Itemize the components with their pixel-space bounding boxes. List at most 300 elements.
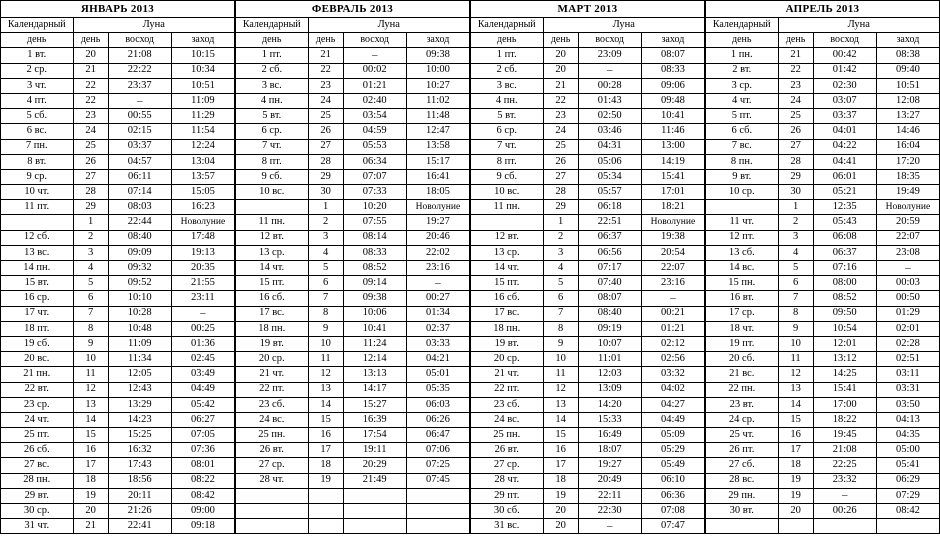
cell-calendar-day: 4 пн. xyxy=(236,93,309,108)
cell-luna-day: 6 xyxy=(778,276,813,291)
cell-luna-day: 21 xyxy=(73,519,108,534)
cell-moonrise: 19:11 xyxy=(343,443,406,458)
cell-empty xyxy=(778,519,813,534)
cell-calendar-day: 25 пт. xyxy=(1,428,74,443)
cell-moonset: 06:29 xyxy=(876,473,939,488)
cell-moonrise: 07:33 xyxy=(343,185,406,200)
table-row xyxy=(1,169,235,184)
cell-moonset: 05:35 xyxy=(406,382,469,397)
cell-calendar-day: 31 вс. xyxy=(471,519,544,534)
cell-moonrise: 03:46 xyxy=(578,124,641,139)
cell-luna-day: 28 xyxy=(543,185,578,200)
cell-moonrise: 18:22 xyxy=(813,412,876,427)
cell-luna-day: 3 xyxy=(543,245,578,260)
cell-calendar-day: 7 чт. xyxy=(471,139,544,154)
table-row xyxy=(236,139,470,154)
cell-luna-day: 28 xyxy=(778,154,813,169)
cell-moonset: 08:33 xyxy=(641,63,704,78)
cell-luna-day: 29 xyxy=(543,200,578,215)
cell-luna-day: 27 xyxy=(778,139,813,154)
cell-moonrise: 12:05 xyxy=(108,367,171,382)
table-row xyxy=(1,78,235,93)
table-row xyxy=(471,185,705,200)
table-row xyxy=(236,306,470,321)
header-sunrise: восход xyxy=(578,33,641,48)
cell-moonset: 20:54 xyxy=(641,245,704,260)
table-row xyxy=(236,473,470,488)
cell-moonset: 17:48 xyxy=(171,230,234,245)
table-row xyxy=(471,382,705,397)
cell-calendar-day: 9 сб. xyxy=(471,169,544,184)
table-row xyxy=(471,245,705,260)
cell-moonrise: 22:44 xyxy=(108,215,171,230)
header-sunrise: восход xyxy=(108,33,171,48)
cell-calendar-day: 26 пт. xyxy=(706,443,779,458)
cell-moonrise: 04:01 xyxy=(813,124,876,139)
table-row xyxy=(471,63,705,78)
cell-moonrise: 05:21 xyxy=(813,185,876,200)
cell-calendar-day: 2 вт. xyxy=(706,63,779,78)
cell-moonset: 18:05 xyxy=(406,185,469,200)
cell-moonset: 05:41 xyxy=(876,458,939,473)
table-row xyxy=(471,352,705,367)
cell-luna-day: 14 xyxy=(778,397,813,412)
table-row xyxy=(1,261,235,276)
cell-calendar-day: 18 чт. xyxy=(706,321,779,336)
cell-luna-day: 7 xyxy=(543,306,578,321)
month-title: ЯНВАРЬ 2013 xyxy=(1,1,235,18)
cell-moonset: 16:23 xyxy=(171,200,234,215)
header-luna-day: день xyxy=(73,33,108,48)
table-row xyxy=(706,352,940,367)
table-row xyxy=(471,504,705,519)
cell-moonset: 17:20 xyxy=(876,154,939,169)
header-calendar-day: Календарный xyxy=(706,18,779,33)
table-row xyxy=(471,215,705,230)
cell-luna-day: 7 xyxy=(73,306,108,321)
cell-moonrise: 15:27 xyxy=(343,397,406,412)
cell-calendar-day: 21 чт. xyxy=(236,367,309,382)
table-row xyxy=(1,154,235,169)
cell-moonrise: 06:56 xyxy=(578,245,641,260)
cell-luna-day: 19 xyxy=(308,473,343,488)
cell-calendar-day: 10 ср. xyxy=(706,185,779,200)
cell-calendar-day: 25 пн. xyxy=(236,428,309,443)
cell-luna-day: 18 xyxy=(778,458,813,473)
cell-calendar-day: 22 пт. xyxy=(236,382,309,397)
cell-calendar-day: 27 ср. xyxy=(236,458,309,473)
cell-calendar-day: 23 ср. xyxy=(1,397,74,412)
cell-moonset: Новолуние xyxy=(171,215,234,230)
cell-calendar-day: 1 пн. xyxy=(706,48,779,63)
cell-calendar-day: 11 пн. xyxy=(471,200,544,215)
cell-moonrise: 03:07 xyxy=(813,93,876,108)
cell-calendar-day xyxy=(706,200,779,215)
table-row xyxy=(706,261,940,276)
cell-moonrise: 08:52 xyxy=(813,291,876,306)
cell-calendar-day: 30 вт. xyxy=(706,504,779,519)
cell-luna-day: 7 xyxy=(778,291,813,306)
cell-calendar-day: 13 вс. xyxy=(1,245,74,260)
table-row xyxy=(236,519,470,534)
cell-calendar-day: 29 пт. xyxy=(471,488,544,503)
cell-calendar-day: 26 сб. xyxy=(1,443,74,458)
cell-calendar-day: 13 ср. xyxy=(471,245,544,260)
cell-empty xyxy=(406,488,469,503)
cell-luna-day: 1 xyxy=(73,215,108,230)
cell-moonset: 10:15 xyxy=(171,48,234,63)
cell-moonrise: 07:16 xyxy=(813,261,876,276)
cell-moonrise: 03:37 xyxy=(813,109,876,124)
cell-moonset: 09:00 xyxy=(171,504,234,519)
cell-calendar-day: 15 пн. xyxy=(706,276,779,291)
cell-moonset: 11:09 xyxy=(171,93,234,108)
table-row xyxy=(1,382,235,397)
table-row xyxy=(236,63,470,78)
cell-luna-day: 20 xyxy=(543,48,578,63)
cell-calendar-day: 13 ср. xyxy=(236,245,309,260)
cell-moonset: 00:21 xyxy=(641,306,704,321)
cell-moonrise: 14:20 xyxy=(578,397,641,412)
cell-calendar-day: 11 пт. xyxy=(1,200,74,215)
cell-moonset: 10:51 xyxy=(876,78,939,93)
table-row xyxy=(236,458,470,473)
cell-calendar-day: 15 вт. xyxy=(1,276,74,291)
cell-moonset: 07:29 xyxy=(876,488,939,503)
cell-moonrise: 20:11 xyxy=(108,488,171,503)
cell-moonrise: 08:40 xyxy=(108,230,171,245)
table-row xyxy=(1,336,235,351)
cell-moonrise: 04:22 xyxy=(813,139,876,154)
cell-moonrise: 04:41 xyxy=(813,154,876,169)
cell-moonset: 20:46 xyxy=(406,230,469,245)
cell-moonrise: 08:33 xyxy=(343,245,406,260)
table-row xyxy=(236,200,470,215)
cell-moonrise: 02:30 xyxy=(813,78,876,93)
table-row xyxy=(471,124,705,139)
cell-luna-day: 24 xyxy=(778,93,813,108)
table-row xyxy=(471,154,705,169)
header-luna: Луна xyxy=(543,18,704,33)
cell-moonrise: 15:33 xyxy=(578,412,641,427)
cell-moonset: 20:59 xyxy=(876,215,939,230)
cell-moonrise: 11:01 xyxy=(578,352,641,367)
cell-luna-day: 26 xyxy=(543,154,578,169)
table-row xyxy=(471,291,705,306)
cell-calendar-day: 19 сб. xyxy=(1,336,74,351)
cell-calendar-day: 3 вс. xyxy=(236,78,309,93)
cell-calendar-day: 9 сб. xyxy=(236,169,309,184)
table-row xyxy=(471,473,705,488)
table-row xyxy=(236,367,470,382)
cell-moonrise: 19:45 xyxy=(813,428,876,443)
cell-moonset: 00:25 xyxy=(171,321,234,336)
cell-moonrise: 06:37 xyxy=(813,245,876,260)
cell-moonset: 11:29 xyxy=(171,109,234,124)
table-row xyxy=(1,443,235,458)
cell-luna-day: 23 xyxy=(73,109,108,124)
table-row xyxy=(471,488,705,503)
cell-luna-day: 14 xyxy=(543,412,578,427)
cell-moonset: 21:55 xyxy=(171,276,234,291)
header-luna-day: день xyxy=(778,33,813,48)
cell-moonset: 01:29 xyxy=(876,306,939,321)
cell-moonset: 14:46 xyxy=(876,124,939,139)
cell-moonrise: 12:35 xyxy=(813,200,876,215)
table-row xyxy=(706,428,940,443)
cell-calendar-day: 21 вс. xyxy=(706,367,779,382)
cell-calendar-day: 3 вс. xyxy=(471,78,544,93)
cell-moonset: 13:04 xyxy=(171,154,234,169)
cell-calendar-day: 2 ср. xyxy=(1,63,74,78)
table-row xyxy=(236,336,470,351)
cell-moonset: 08:42 xyxy=(171,488,234,503)
table-row xyxy=(1,473,235,488)
header-sunset: заход xyxy=(876,33,939,48)
cell-luna-day: 11 xyxy=(778,352,813,367)
cell-luna-day: 25 xyxy=(778,109,813,124)
cell-moonrise: 02:15 xyxy=(108,124,171,139)
cell-calendar-day: 23 вт. xyxy=(706,397,779,412)
cell-calendar-day: 30 сб. xyxy=(471,504,544,519)
cell-luna-day: 15 xyxy=(778,412,813,427)
cell-luna-day: 10 xyxy=(308,336,343,351)
cell-luna-day: 14 xyxy=(308,397,343,412)
cell-moonset: 19:38 xyxy=(641,230,704,245)
header-day-word: день xyxy=(471,33,544,48)
table-row xyxy=(236,504,470,519)
cell-moonset: 02:56 xyxy=(641,352,704,367)
cell-moonset: Новолуние xyxy=(641,215,704,230)
cell-moonset: 05:42 xyxy=(171,397,234,412)
cell-moonset: 02:01 xyxy=(876,321,939,336)
table-row xyxy=(471,276,705,291)
cell-moonset: 09:40 xyxy=(876,63,939,78)
table-row xyxy=(1,109,235,124)
cell-moonset: 00:03 xyxy=(876,276,939,291)
cell-moonset: 02:12 xyxy=(641,336,704,351)
header-luna: Луна xyxy=(308,18,469,33)
cell-moonset: 07:47 xyxy=(641,519,704,534)
cell-moonrise: 12:43 xyxy=(108,382,171,397)
cell-calendar-day: 4 пт. xyxy=(1,93,74,108)
cell-moonrise: 10:07 xyxy=(578,336,641,351)
cell-moonset: 16:41 xyxy=(406,169,469,184)
cell-calendar-day: 20 ср. xyxy=(471,352,544,367)
cell-luna-day: 23 xyxy=(308,78,343,93)
cell-luna-day: 16 xyxy=(543,443,578,458)
cell-moonset: 13:27 xyxy=(876,109,939,124)
table-row xyxy=(1,93,235,108)
month-table xyxy=(235,0,470,534)
cell-luna-day: 5 xyxy=(778,261,813,276)
table-row xyxy=(236,48,470,63)
cell-luna-day: 21 xyxy=(543,78,578,93)
cell-moonrise: 08:07 xyxy=(578,291,641,306)
table-row xyxy=(236,78,470,93)
cell-moonset: 07:08 xyxy=(641,504,704,519)
cell-calendar-day: 3 ср. xyxy=(706,78,779,93)
cell-calendar-day: 2 сб. xyxy=(471,63,544,78)
header-day-word: день xyxy=(706,33,779,48)
cell-luna-day: 20 xyxy=(73,48,108,63)
cell-calendar-day: 28 чт. xyxy=(236,473,309,488)
table-row xyxy=(471,48,705,63)
cell-calendar-day: 1 пт. xyxy=(471,48,544,63)
month-table xyxy=(705,0,940,534)
cell-moonset: 09:48 xyxy=(641,93,704,108)
cell-luna-day: 26 xyxy=(778,124,813,139)
cell-calendar-day: 8 пт. xyxy=(236,154,309,169)
cell-luna-day: 2 xyxy=(73,230,108,245)
cell-empty xyxy=(813,519,876,534)
cell-moonrise: 10:10 xyxy=(108,291,171,306)
table-row xyxy=(1,124,235,139)
table-row xyxy=(706,139,940,154)
cell-luna-day: 5 xyxy=(308,261,343,276)
cell-luna-day: 12 xyxy=(543,382,578,397)
cell-moonrise: 09:19 xyxy=(578,321,641,336)
cell-calendar-day xyxy=(236,200,309,215)
cell-calendar-day: 7 чт. xyxy=(236,139,309,154)
cell-luna-day: 23 xyxy=(543,109,578,124)
table-row xyxy=(706,124,940,139)
cell-luna-day: 24 xyxy=(543,124,578,139)
cell-moonrise: 22:41 xyxy=(108,519,171,534)
cell-moonrise: – xyxy=(578,63,641,78)
table-row xyxy=(236,93,470,108)
cell-luna-day: 12 xyxy=(778,367,813,382)
cell-moonset: 03:49 xyxy=(171,367,234,382)
table-row xyxy=(706,245,940,260)
cell-calendar-day: 15 пт. xyxy=(471,276,544,291)
cell-calendar-day: 29 вт. xyxy=(1,488,74,503)
cell-moonrise: 06:01 xyxy=(813,169,876,184)
cell-luna-day: 19 xyxy=(778,488,813,503)
cell-moonset: 13:58 xyxy=(406,139,469,154)
cell-luna-day: 12 xyxy=(308,367,343,382)
table-row xyxy=(706,473,940,488)
cell-luna-day: 11 xyxy=(308,352,343,367)
cell-moonrise: 04:59 xyxy=(343,124,406,139)
table-row xyxy=(471,458,705,473)
cell-luna-day: 5 xyxy=(73,276,108,291)
cell-calendar-day: 27 сб. xyxy=(706,458,779,473)
cell-luna-day: 4 xyxy=(73,261,108,276)
cell-calendar-day: 19 вт. xyxy=(236,336,309,351)
cell-moonrise: 11:24 xyxy=(343,336,406,351)
cell-luna-day: 21 xyxy=(778,48,813,63)
cell-luna-day: 4 xyxy=(308,245,343,260)
table-row xyxy=(236,321,470,336)
cell-calendar-day: 31 чт. xyxy=(1,519,74,534)
cell-moonrise: 10:06 xyxy=(343,306,406,321)
cell-luna-day: 27 xyxy=(543,169,578,184)
cell-moonset: 15:41 xyxy=(641,169,704,184)
cell-moonset: 04:27 xyxy=(641,397,704,412)
cell-luna-day: 11 xyxy=(73,367,108,382)
table-row xyxy=(706,276,940,291)
cell-moonset: 22:02 xyxy=(406,245,469,260)
cell-moonset: 08:01 xyxy=(171,458,234,473)
cell-moonrise: 07:17 xyxy=(578,261,641,276)
cell-luna-day: 19 xyxy=(73,488,108,503)
cell-calendar-day: 8 пн. xyxy=(706,154,779,169)
cell-calendar-day: 12 сб. xyxy=(1,230,74,245)
header-calendar-day: Календарный xyxy=(1,18,74,33)
cell-moonset: 11:48 xyxy=(406,109,469,124)
cell-luna-day: 6 xyxy=(308,276,343,291)
cell-calendar-day: 14 пн. xyxy=(1,261,74,276)
cell-moonset: – xyxy=(876,261,939,276)
cell-moonset: 07:05 xyxy=(171,428,234,443)
cell-luna-day: 8 xyxy=(543,321,578,336)
cell-luna-day: 27 xyxy=(308,139,343,154)
cell-luna-day: 22 xyxy=(73,93,108,108)
cell-moonrise: 23:09 xyxy=(578,48,641,63)
cell-calendar-day: 23 сб. xyxy=(236,397,309,412)
cell-moonset: 07:36 xyxy=(171,443,234,458)
cell-calendar-day: 5 вт. xyxy=(236,109,309,124)
cell-calendar-day: 14 вс. xyxy=(706,261,779,276)
cell-luna-day: 30 xyxy=(778,185,813,200)
cell-luna-day: 13 xyxy=(778,382,813,397)
cell-luna-day: 10 xyxy=(73,352,108,367)
cell-moonrise: 05:53 xyxy=(343,139,406,154)
cell-calendar-day: 28 вс. xyxy=(706,473,779,488)
table-row xyxy=(471,336,705,351)
cell-calendar-day: 26 вт. xyxy=(236,443,309,458)
cell-moonrise: 01:43 xyxy=(578,93,641,108)
cell-moonrise: 13:12 xyxy=(813,352,876,367)
cell-moonrise: 17:43 xyxy=(108,458,171,473)
cell-moonrise: 09:52 xyxy=(108,276,171,291)
cell-luna-day: 16 xyxy=(73,443,108,458)
cell-luna-day: 17 xyxy=(778,443,813,458)
cell-calendar-day: 5 вт. xyxy=(471,109,544,124)
cell-moonset: 10:41 xyxy=(641,109,704,124)
cell-luna-day: 17 xyxy=(308,443,343,458)
table-row xyxy=(1,306,235,321)
cell-moonset: 02:28 xyxy=(876,336,939,351)
cell-empty xyxy=(236,504,309,519)
cell-empty xyxy=(343,519,406,534)
cell-moonset: 22:07 xyxy=(641,261,704,276)
cell-moonset: 06:47 xyxy=(406,428,469,443)
cell-luna-day: 29 xyxy=(308,169,343,184)
cell-moonrise: 03:37 xyxy=(108,139,171,154)
cell-luna-day: 29 xyxy=(73,200,108,215)
cell-luna-day: 10 xyxy=(543,352,578,367)
cell-calendar-day: 9 вт. xyxy=(706,169,779,184)
table-row xyxy=(706,185,940,200)
cell-calendar-day: 13 сб. xyxy=(706,245,779,260)
cell-moonrise: 01:21 xyxy=(343,78,406,93)
table-row xyxy=(236,276,470,291)
cell-calendar-day: 29 пн. xyxy=(706,488,779,503)
cell-luna-day: 3 xyxy=(308,230,343,245)
cell-empty xyxy=(343,488,406,503)
cell-moonset: 10:00 xyxy=(406,63,469,78)
cell-moonset: 04:49 xyxy=(641,412,704,427)
cell-calendar-day: 1 пт. xyxy=(236,48,309,63)
table-row xyxy=(236,215,470,230)
table-row xyxy=(1,200,235,215)
table-row xyxy=(471,306,705,321)
cell-moonrise: 11:09 xyxy=(108,336,171,351)
table-row xyxy=(236,185,470,200)
cell-calendar-day: 18 пн. xyxy=(236,321,309,336)
